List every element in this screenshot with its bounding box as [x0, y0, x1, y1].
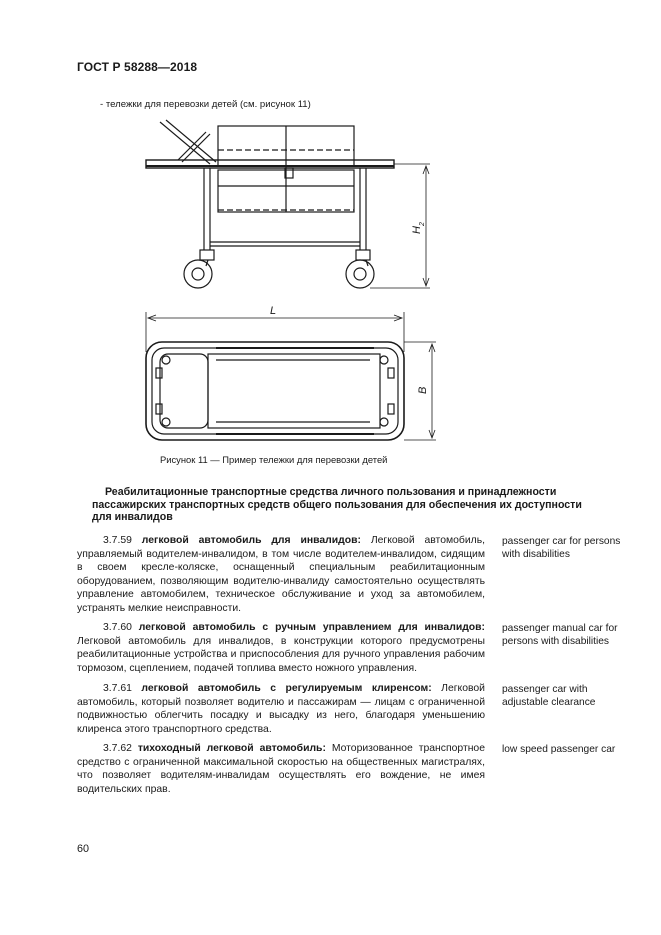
- page-number: 60: [77, 843, 90, 855]
- term-definition: Легковой автомобиль для инвалидов, в конструкции которого предусмотрены реабилитационные устройства и приспособления для ручного управления рабочим тормозом, сцеплением, подачей топлива вместо ножного управления.: [77, 635, 485, 674]
- english-equivalent: low speed passenger car: [502, 744, 616, 755]
- term-number: 3.7.62: [103, 743, 132, 754]
- document-code: ГОСТ Р 58288—2018: [77, 60, 198, 74]
- english-equivalent: passenger car with adjustable clearance: [502, 684, 596, 709]
- term-title: легковой автомобиль с ручным управлением для инвалидов:: [138, 622, 485, 633]
- height-label: H: [411, 226, 423, 234]
- section-heading: Реабилитационные транспортные средства личного пользования и принадлежности пассажирских транспортных средств общего пользования для обеспечения их доступности для инвалидов: [92, 486, 582, 523]
- term-entry: [77, 682, 485, 736]
- english-equivalent: passenger car for persons with disabilities: [502, 536, 621, 561]
- term-definition: Легковой автомобиль, который позволяет водителю и пассажирам — лицам с ограниченной подвижностью облегчить посадку и высадку из него, благодаря уменьшению клиренса этого транспортного средства.: [77, 683, 485, 735]
- length-label: L: [270, 305, 277, 317]
- width-label: B: [417, 386, 429, 394]
- term-entry: [77, 742, 485, 796]
- english-equivalent: passenger manual car for persons with disabilities: [502, 623, 618, 648]
- height-label-sub: 2: [419, 222, 426, 226]
- figure-caption: Рисунок 11 — Пример тележки для перевозки детей: [160, 454, 388, 465]
- term-entry: [77, 534, 485, 616]
- term-title: легковой автомобиль с регулируемым клиренсом:: [141, 683, 432, 694]
- term-title: легковой автомобиль для инвалидов:: [141, 535, 361, 546]
- term-number: 3.7.61: [103, 683, 132, 694]
- bullet-item: - тележки для перевозки детей (см. рисунок 11): [100, 99, 311, 110]
- term-title: тихоходный легковой автомобиль:: [137, 743, 326, 754]
- trolley-drawing: [120, 112, 440, 442]
- term-entry: [77, 621, 485, 675]
- term-definition: Легковой автомобиль, управляемый водителем-инвалидом, в том числе водителем-инвалидом, сидящим в своем кресле-коляске, оснащенный специальным реабилитационным оборудованием, позволяющим водителю-инвалиду самостоятельно осуществлять управление автомобилем, техническое обслуживание и уход за автомобилем, устранять мелкие неисправности.: [77, 535, 486, 614]
- term-definition: Моторизованное транспортное средство с ограниченной максимальной скоростью на общественных магистралях, что позволяет водителям-инвалидам осуществлять его вождение, не имея водительских прав.: [77, 743, 485, 795]
- term-number: 3.7.59: [103, 535, 132, 546]
- term-number: 3.7.60: [103, 622, 132, 633]
